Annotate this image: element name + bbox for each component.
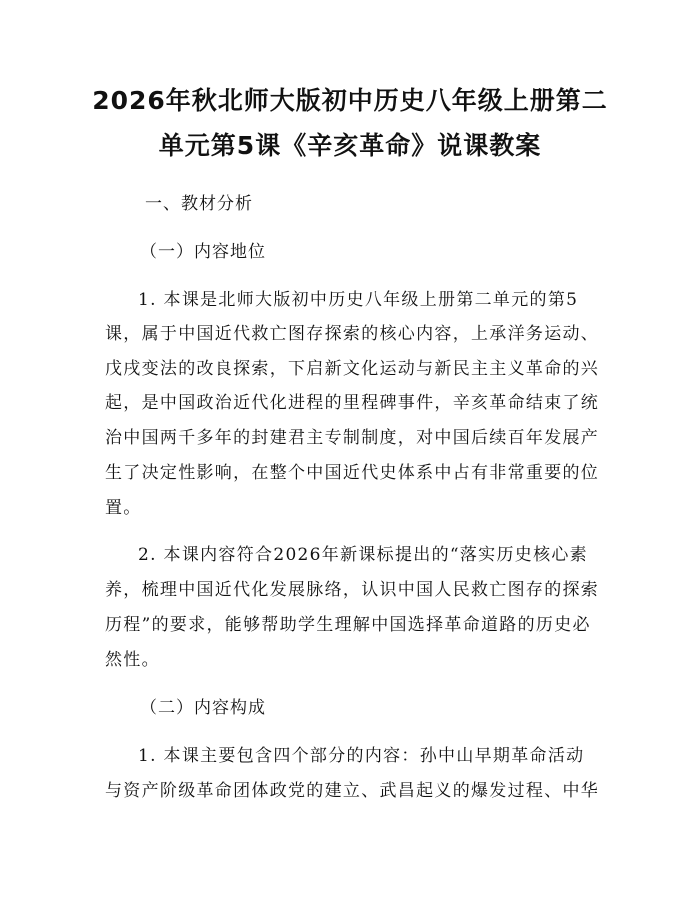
subsection-heading-composition: （二）内容构成	[140, 698, 266, 718]
paragraph-line: 养，梳理中国近代化发展脉络，认识中国人民救亡图存的探索	[105, 580, 600, 600]
paragraph-line: 治中国两千多年的封建君主专制制度，对中国后续百年发展产	[105, 428, 600, 448]
paragraph-line: 生了决定性影响，在整个中国近代史体系中占有非常重要的位	[105, 463, 600, 483]
document-title-line-2: 单元第5课《辛亥革命》说课教案	[158, 131, 542, 160]
paragraph-line: 戊戌变法的改良探索，下启新文化运动与新民主主义革命的兴	[105, 359, 600, 379]
paragraph-line: 起，是中国政治近代化进程的里程碑事件，辛亥革命结束了统	[105, 393, 600, 413]
subsection-heading-position: （一）内容地位	[140, 242, 266, 262]
paragraph-line: 然性。	[105, 650, 160, 670]
paragraph-line: 1. 本课主要包含四个部分的内容：孙中山早期革命活动	[138, 746, 585, 766]
paragraph-line: 2. 本课内容符合2026年新课标提出的“落实历史核心素	[138, 545, 588, 565]
paragraph-line: 历程”的要求，能够帮助学生理解中国选择革命道路的历史必	[105, 615, 591, 635]
paragraph-line: 课，属于中国近代救亡图存探索的核心内容，上承洋务运动、	[105, 324, 600, 344]
document-title-line-1: 2026年秋北师大版初中历史八年级上册第二	[92, 86, 608, 115]
section-heading: 一、教材分析	[145, 194, 253, 214]
paragraph-line: 1. 本课是北师大版初中历史八年级上册第二单元的第5	[138, 290, 579, 310]
paragraph-line: 置。	[105, 498, 142, 518]
paragraph-line: 与资产阶级革命团体政党的建立、武昌起义的爆发过程、中华	[105, 781, 600, 801]
